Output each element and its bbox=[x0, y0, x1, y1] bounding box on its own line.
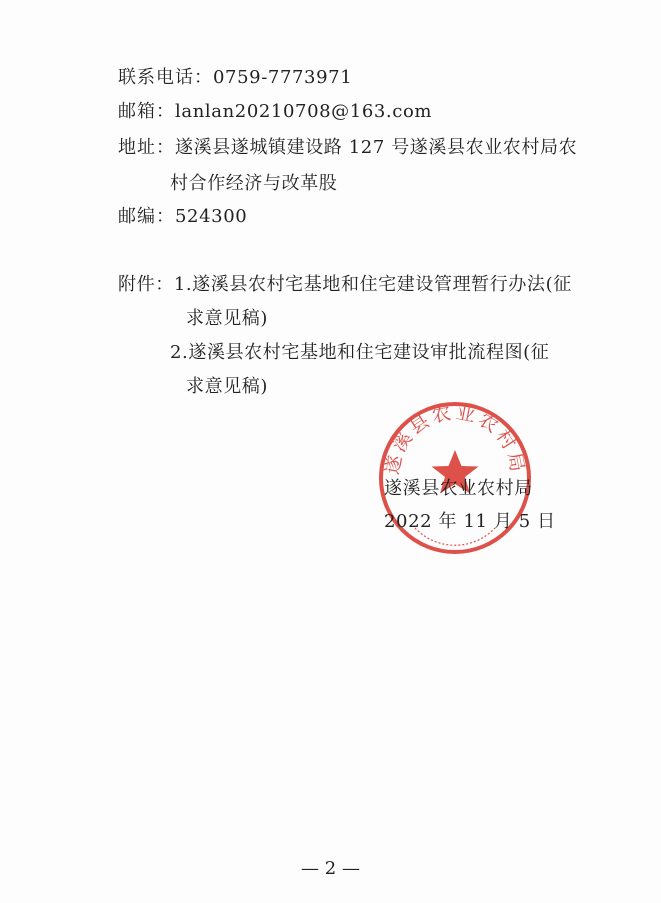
email-value: lanlan20210708@163.com bbox=[175, 101, 433, 122]
attachment-item-2: 2.遂溪县农村宅基地和住宅建设审批流程图(征 bbox=[170, 342, 550, 363]
issuer-name: 遂溪县农业农村局 bbox=[384, 478, 533, 499]
address-label: 地址： bbox=[118, 137, 175, 158]
phone-line bbox=[118, 66, 352, 90]
zip-label: 邮编： bbox=[118, 206, 175, 227]
attachment-2-line2: 求意见稿) bbox=[186, 376, 269, 397]
page-number: — 2 — bbox=[301, 858, 360, 879]
phone-label: 联系电话： bbox=[118, 67, 213, 88]
phone-value: 0759-7773971 bbox=[213, 67, 353, 88]
attachment-1-line1: 1.遂溪县农村宅基地和住宅建设管理暂行办法(征 bbox=[173, 274, 572, 295]
issue-date: 2022 年 11 月 5 日 bbox=[384, 511, 556, 532]
zip-line bbox=[118, 205, 247, 229]
attachment-item-1 bbox=[118, 273, 572, 297]
address-continuation: 村合作经济与改革股 bbox=[170, 173, 338, 194]
attachment-1-line2: 求意见稿) bbox=[186, 308, 269, 329]
attachments-label: 附件： bbox=[118, 274, 174, 295]
address-line bbox=[118, 136, 577, 160]
email-line bbox=[118, 100, 432, 124]
address-value-line1: 遂溪县遂城镇建设路 127 号遂溪县农业农村局农 bbox=[175, 137, 578, 158]
seal-text: 遂溪县农业农村局 bbox=[381, 401, 529, 477]
email-label: 邮箱： bbox=[118, 101, 175, 122]
zip-value: 524300 bbox=[175, 206, 248, 227]
